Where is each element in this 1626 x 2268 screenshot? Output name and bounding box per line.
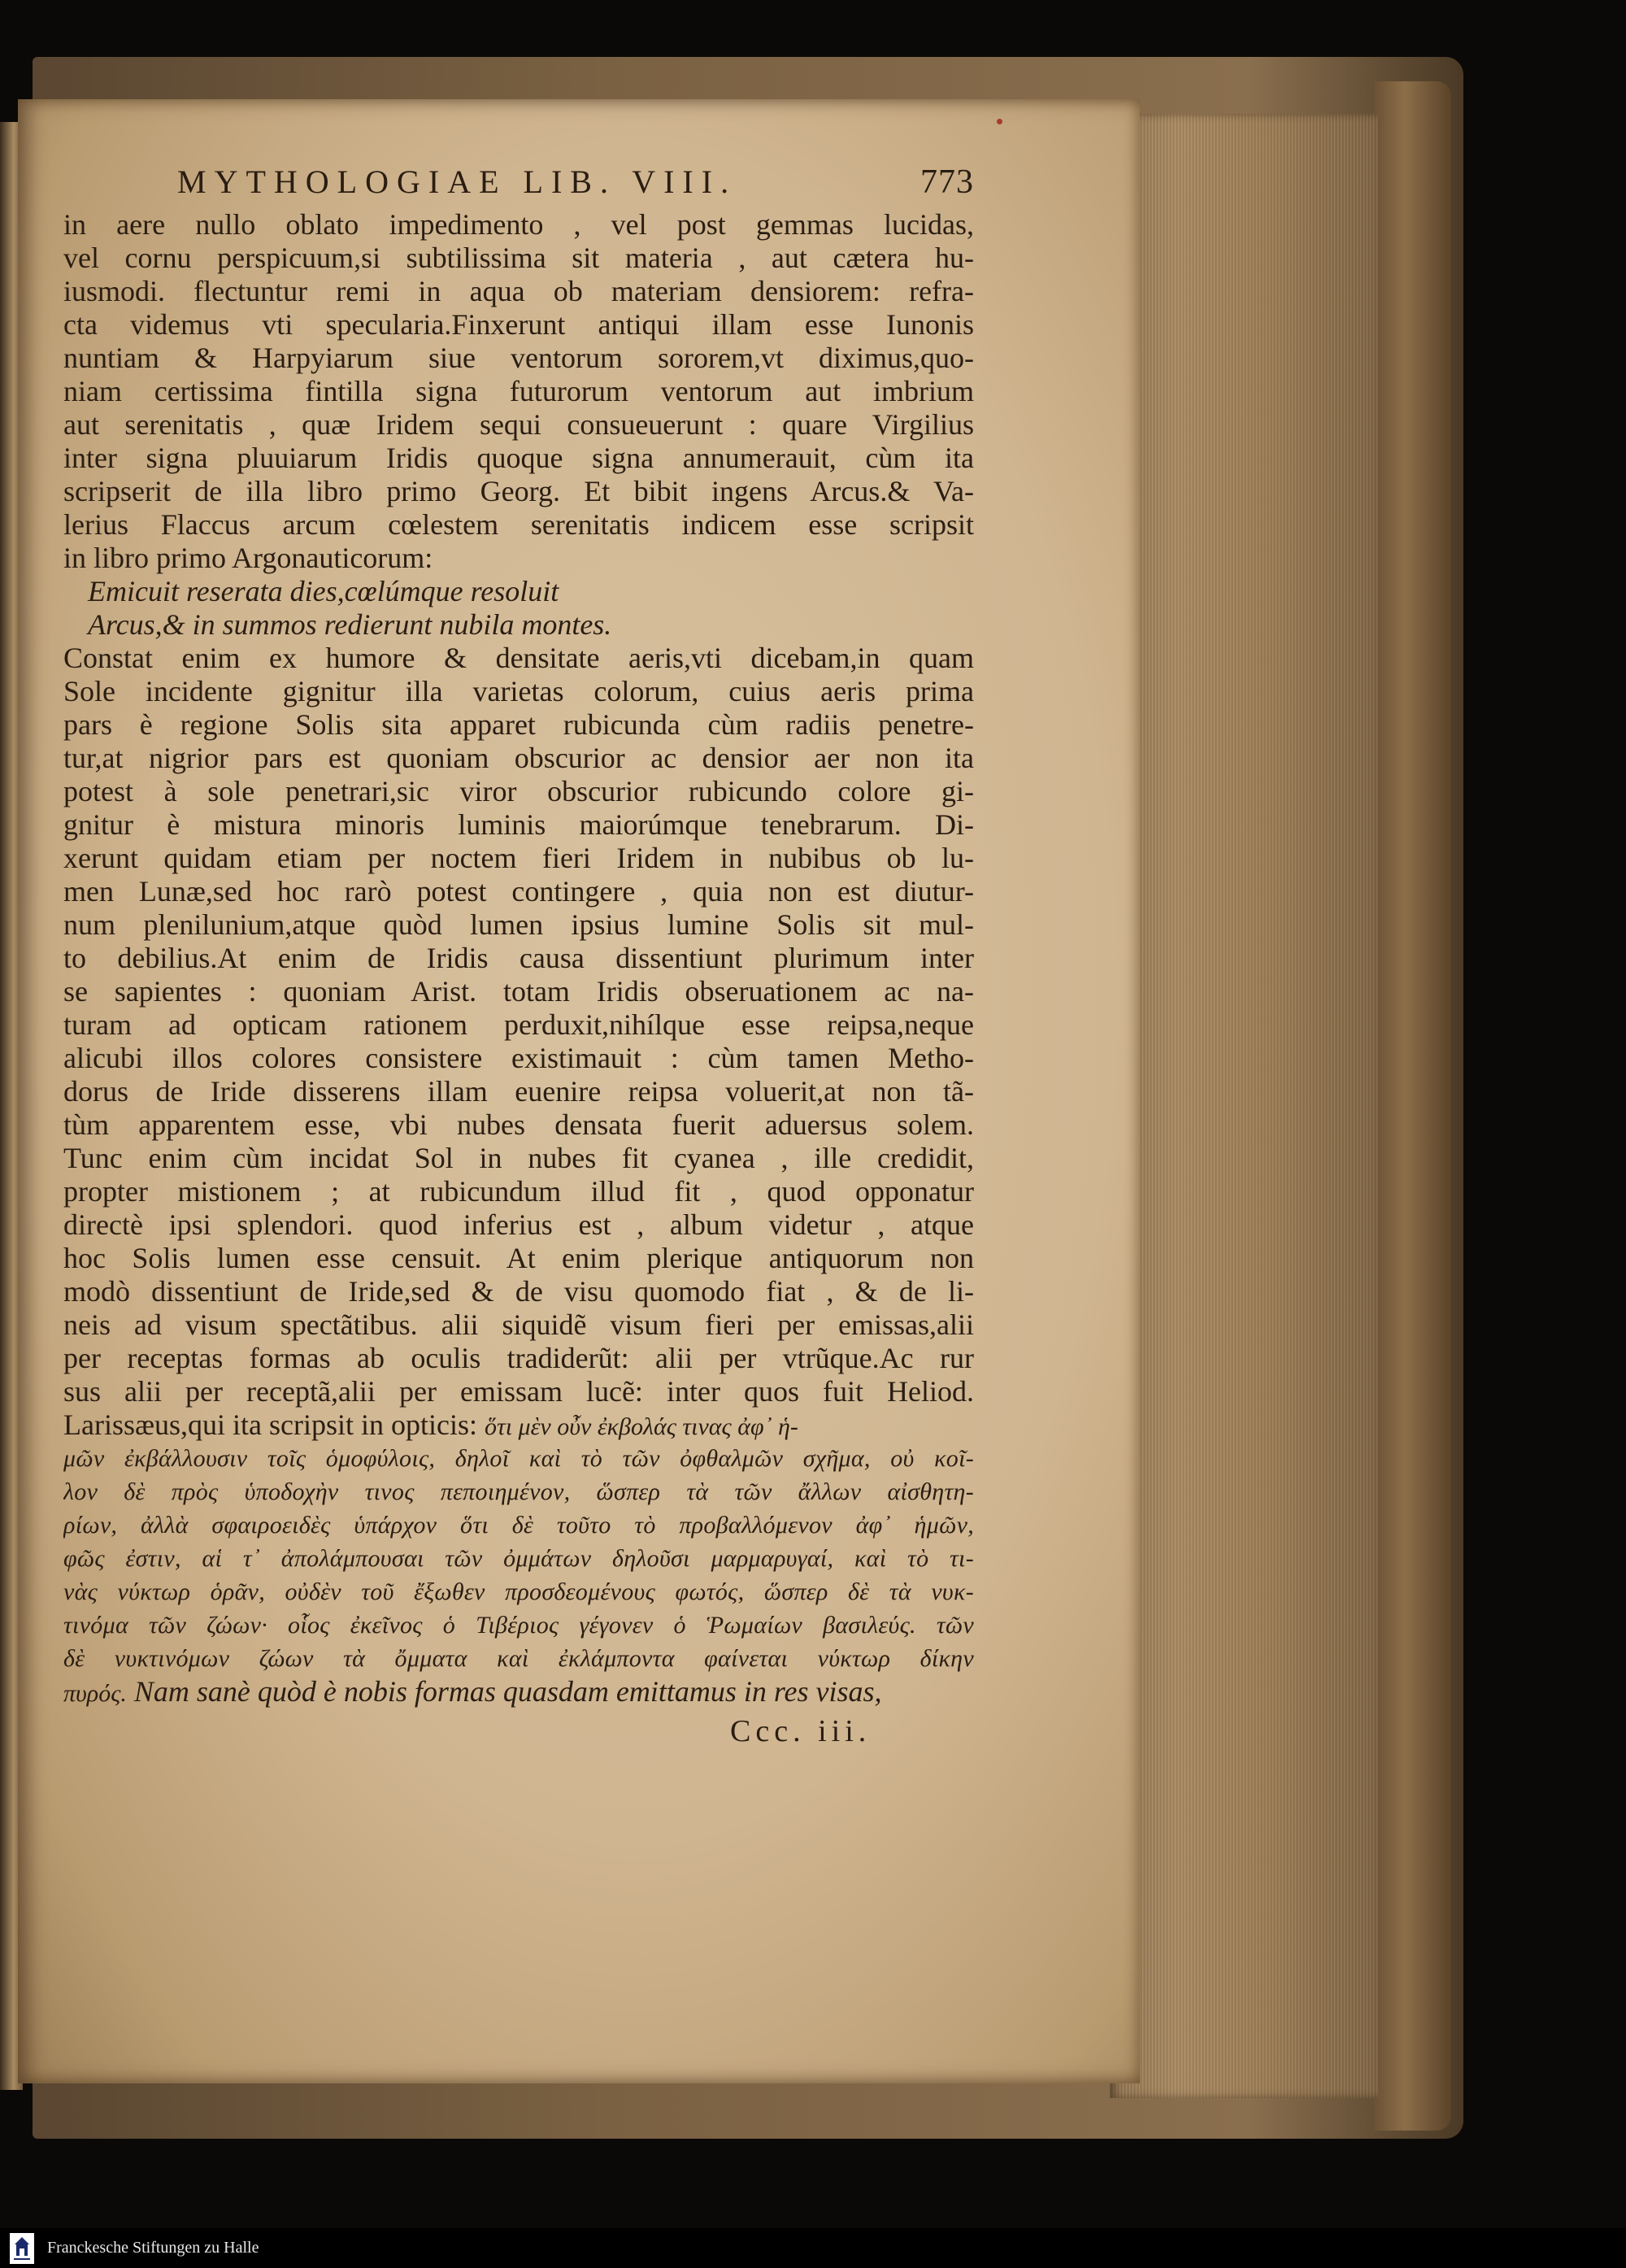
greek-line: δὲ νυκτινόμων ζώων τὰ ὄμματα καὶ ἐκλάμποντα φαίνεται νύκτωρ δίκην bbox=[63, 1645, 974, 1672]
greek-text: πυρός. bbox=[63, 1680, 127, 1707]
page-fore-edge bbox=[1110, 114, 1378, 2098]
text-line: se sapientes : quoniam Arist. totam Iridis obseruationem ac na- bbox=[63, 975, 974, 1008]
text-line: xerunt quidam etiam per noctem fieri Iridem in nubibus ob lu- bbox=[63, 842, 974, 874]
text-line: turam ad opticam rationem perduxit,nihílque esse reipsa,neque bbox=[63, 1008, 974, 1041]
footer-institution: Franckesche Stiftungen zu Halle bbox=[47, 2239, 259, 2257]
text-line: neis ad visum spectãtibus. alii siquidẽ visum fieri per emissas,alii bbox=[63, 1308, 974, 1341]
greek-line: φῶς ἐστιν, αἱ τ᾽ ἀπολάμπουσαι τῶν ὀμμάτων δηλοῦσι μαρμαρυγαί, καὶ τὸ τι- bbox=[63, 1545, 974, 1572]
text-line: iusmodi. flectuntur remi in aqua ob materiam densiorem: refra- bbox=[63, 275, 974, 307]
text-line: propter mistionem ; at rubicundum illud fit , quod opponatur bbox=[63, 1175, 974, 1208]
text-line: pars è regione Solis sita apparet rubicunda cùm radiis penetre- bbox=[63, 708, 974, 741]
paragraph-1 bbox=[63, 208, 974, 575]
greek-line: μῶν ἐκβάλλουσιν τοῖς ὁμοφύλοις, δηλοῖ καὶ τὸ τῶν ὀφθαλμῶν σχῆμα, οὐ κοῖ- bbox=[63, 1445, 974, 1472]
verse-line: Arcus,& in summos redierunt nubila montes. bbox=[88, 608, 612, 641]
text-block bbox=[63, 163, 974, 1749]
text-line: tur,at nigrior pars est quoniam obscurior ac densior aer non ita bbox=[63, 742, 974, 774]
text-line: gnitur è mistura minoris luminis maiorúmque tenebrarum. Di- bbox=[63, 808, 974, 841]
running-header bbox=[63, 163, 974, 202]
text-line: potest à sole penetrari,sic viror obscurior rubicundo colore gi- bbox=[63, 775, 974, 808]
text-line: num plenilunium,atque quòd lumen ipsius lumine Solis sit mul- bbox=[63, 908, 974, 941]
institution-logo-icon bbox=[10, 2233, 34, 2264]
text-line: inter signa pluuiarum Iridis quoque signa annumerauit, cùm ita bbox=[63, 442, 974, 474]
verse-quote bbox=[63, 575, 974, 642]
text-line: sus alii per receptã,alii per emissam lucẽ: inter quos fuit Heliod. bbox=[63, 1375, 974, 1408]
text-line: men Lunæ,sed hoc rarò potest contingere , quia non est diutur- bbox=[63, 875, 974, 908]
text-line: lerius Flaccus arcum cœlestem serenitatis indicem esse scripsit bbox=[63, 508, 974, 541]
signature-mark: Ccc. iii. bbox=[730, 1714, 872, 1748]
text-line: hoc Solis lumen esse censuit. At enim plerique antiquorum non bbox=[63, 1242, 974, 1274]
running-head: MYTHOLOGIAE LIB. VIII. bbox=[177, 163, 737, 200]
paragraph-2 bbox=[63, 642, 974, 1709]
greek-line: τινόμα τῶν ζώων· οἷος ἐκεῖνος ὁ Τιβέριος γέγονεν ὁ Ῥωμαίων βασιλεύς. τῶν bbox=[63, 1612, 974, 1639]
book-board-edge bbox=[1374, 81, 1451, 2131]
text-line: Sole incidente gignitur illa varietas colorum, cuius aeris prima bbox=[63, 675, 974, 707]
text-line: dorus de Iride disserens illam euenire reipsa voluerit,at non tã- bbox=[63, 1075, 974, 1108]
ink-mark bbox=[997, 119, 1002, 124]
text-line: scripserit de illa libro primo Georg. Et bibit ingens Arcus.& Va- bbox=[63, 475, 974, 507]
text-line: cta videmus vti specularia.Finxerunt antiqui illam esse Iunonis bbox=[63, 308, 974, 341]
greek-text: ὅτι μὲν οὖν ἐκβολάς τινας ἀφ᾽ ἡ- bbox=[484, 1413, 798, 1440]
text-line: nuntiam & Harpyiarum siue ventorum sororem,vt diximus,quo- bbox=[63, 342, 974, 374]
latin-text: Nam sanè quòd è nobis formas quasdam emittamus in res visas, bbox=[133, 1675, 882, 1708]
text-line: tùm apparentem esse, vbi nubes densata fuerit aduersus solem. bbox=[63, 1108, 974, 1141]
page-number: 773 bbox=[920, 163, 974, 201]
greek-line: λον δὲ πρὸς ὑποδοχὴν τινος πεποιημένον, ὥσπερ τὰ τῶν ἄλλων αἰσθητη- bbox=[63, 1478, 974, 1505]
text-line: alicubi illos colores consistere existimauit : cùm tamen Metho- bbox=[63, 1042, 974, 1074]
text-line: modò dissentiunt de Iride,sed & de visu quomodo fiat , & de li- bbox=[63, 1275, 974, 1308]
latin-text: Larissæus,qui ita scripsit in opticis: bbox=[63, 1408, 477, 1441]
verse-line: Emicuit reserata dies,cœlúmque resoluit bbox=[88, 575, 559, 607]
footer-bar bbox=[0, 2228, 1626, 2268]
text-line: directè ipsi splendori. quod inferius est , album videtur , atque bbox=[63, 1208, 974, 1241]
text-line: per receptas formas ab oculis tradiderũt: alii per vtrũque.Ac rur bbox=[63, 1342, 974, 1374]
text-line-with-greek bbox=[63, 1408, 974, 1442]
text-line: vel cornu perspicuum,si subtilissima sit materia , aut cætera hu- bbox=[63, 242, 974, 274]
greek-line: νὰς νύκτωρ ὁρᾶν, οὐδὲν τοῦ ἔξωθεν προσδεομένους φωτός, ὥσπερ δὲ τὰ νυκ- bbox=[63, 1578, 974, 1605]
greek-line: ρίων, ἀλλὰ σφαιροειδὲς ὑπάρχον ὅτι δὲ τοῦτο τὸ προβαλλόμενον ἀφ᾽ ἡμῶν, bbox=[63, 1512, 974, 1539]
text-line: in libro primo Argonauticorum: bbox=[63, 542, 433, 574]
text-line: Constat enim ex humore & densitate aeris,vti dicebam,in quam bbox=[63, 642, 974, 674]
text-line: Tunc enim cùm incidat Sol in nubes fit cyanea , ille credidit, bbox=[63, 1142, 974, 1174]
text-line-mixed bbox=[63, 1675, 974, 1709]
text-line: in aere nullo oblato impedimento , vel post gemmas lucidas, bbox=[63, 208, 974, 241]
text-line: to debilius.At enim de Iridis causa dissentiunt plurimum inter bbox=[63, 942, 974, 974]
text-line: niam certissima fintilla signa futurorum ventorum aut imbrium bbox=[63, 375, 974, 407]
text-line: aut serenitatis , quæ Iridem sequi consueuerunt : quare Virgilius bbox=[63, 408, 974, 441]
